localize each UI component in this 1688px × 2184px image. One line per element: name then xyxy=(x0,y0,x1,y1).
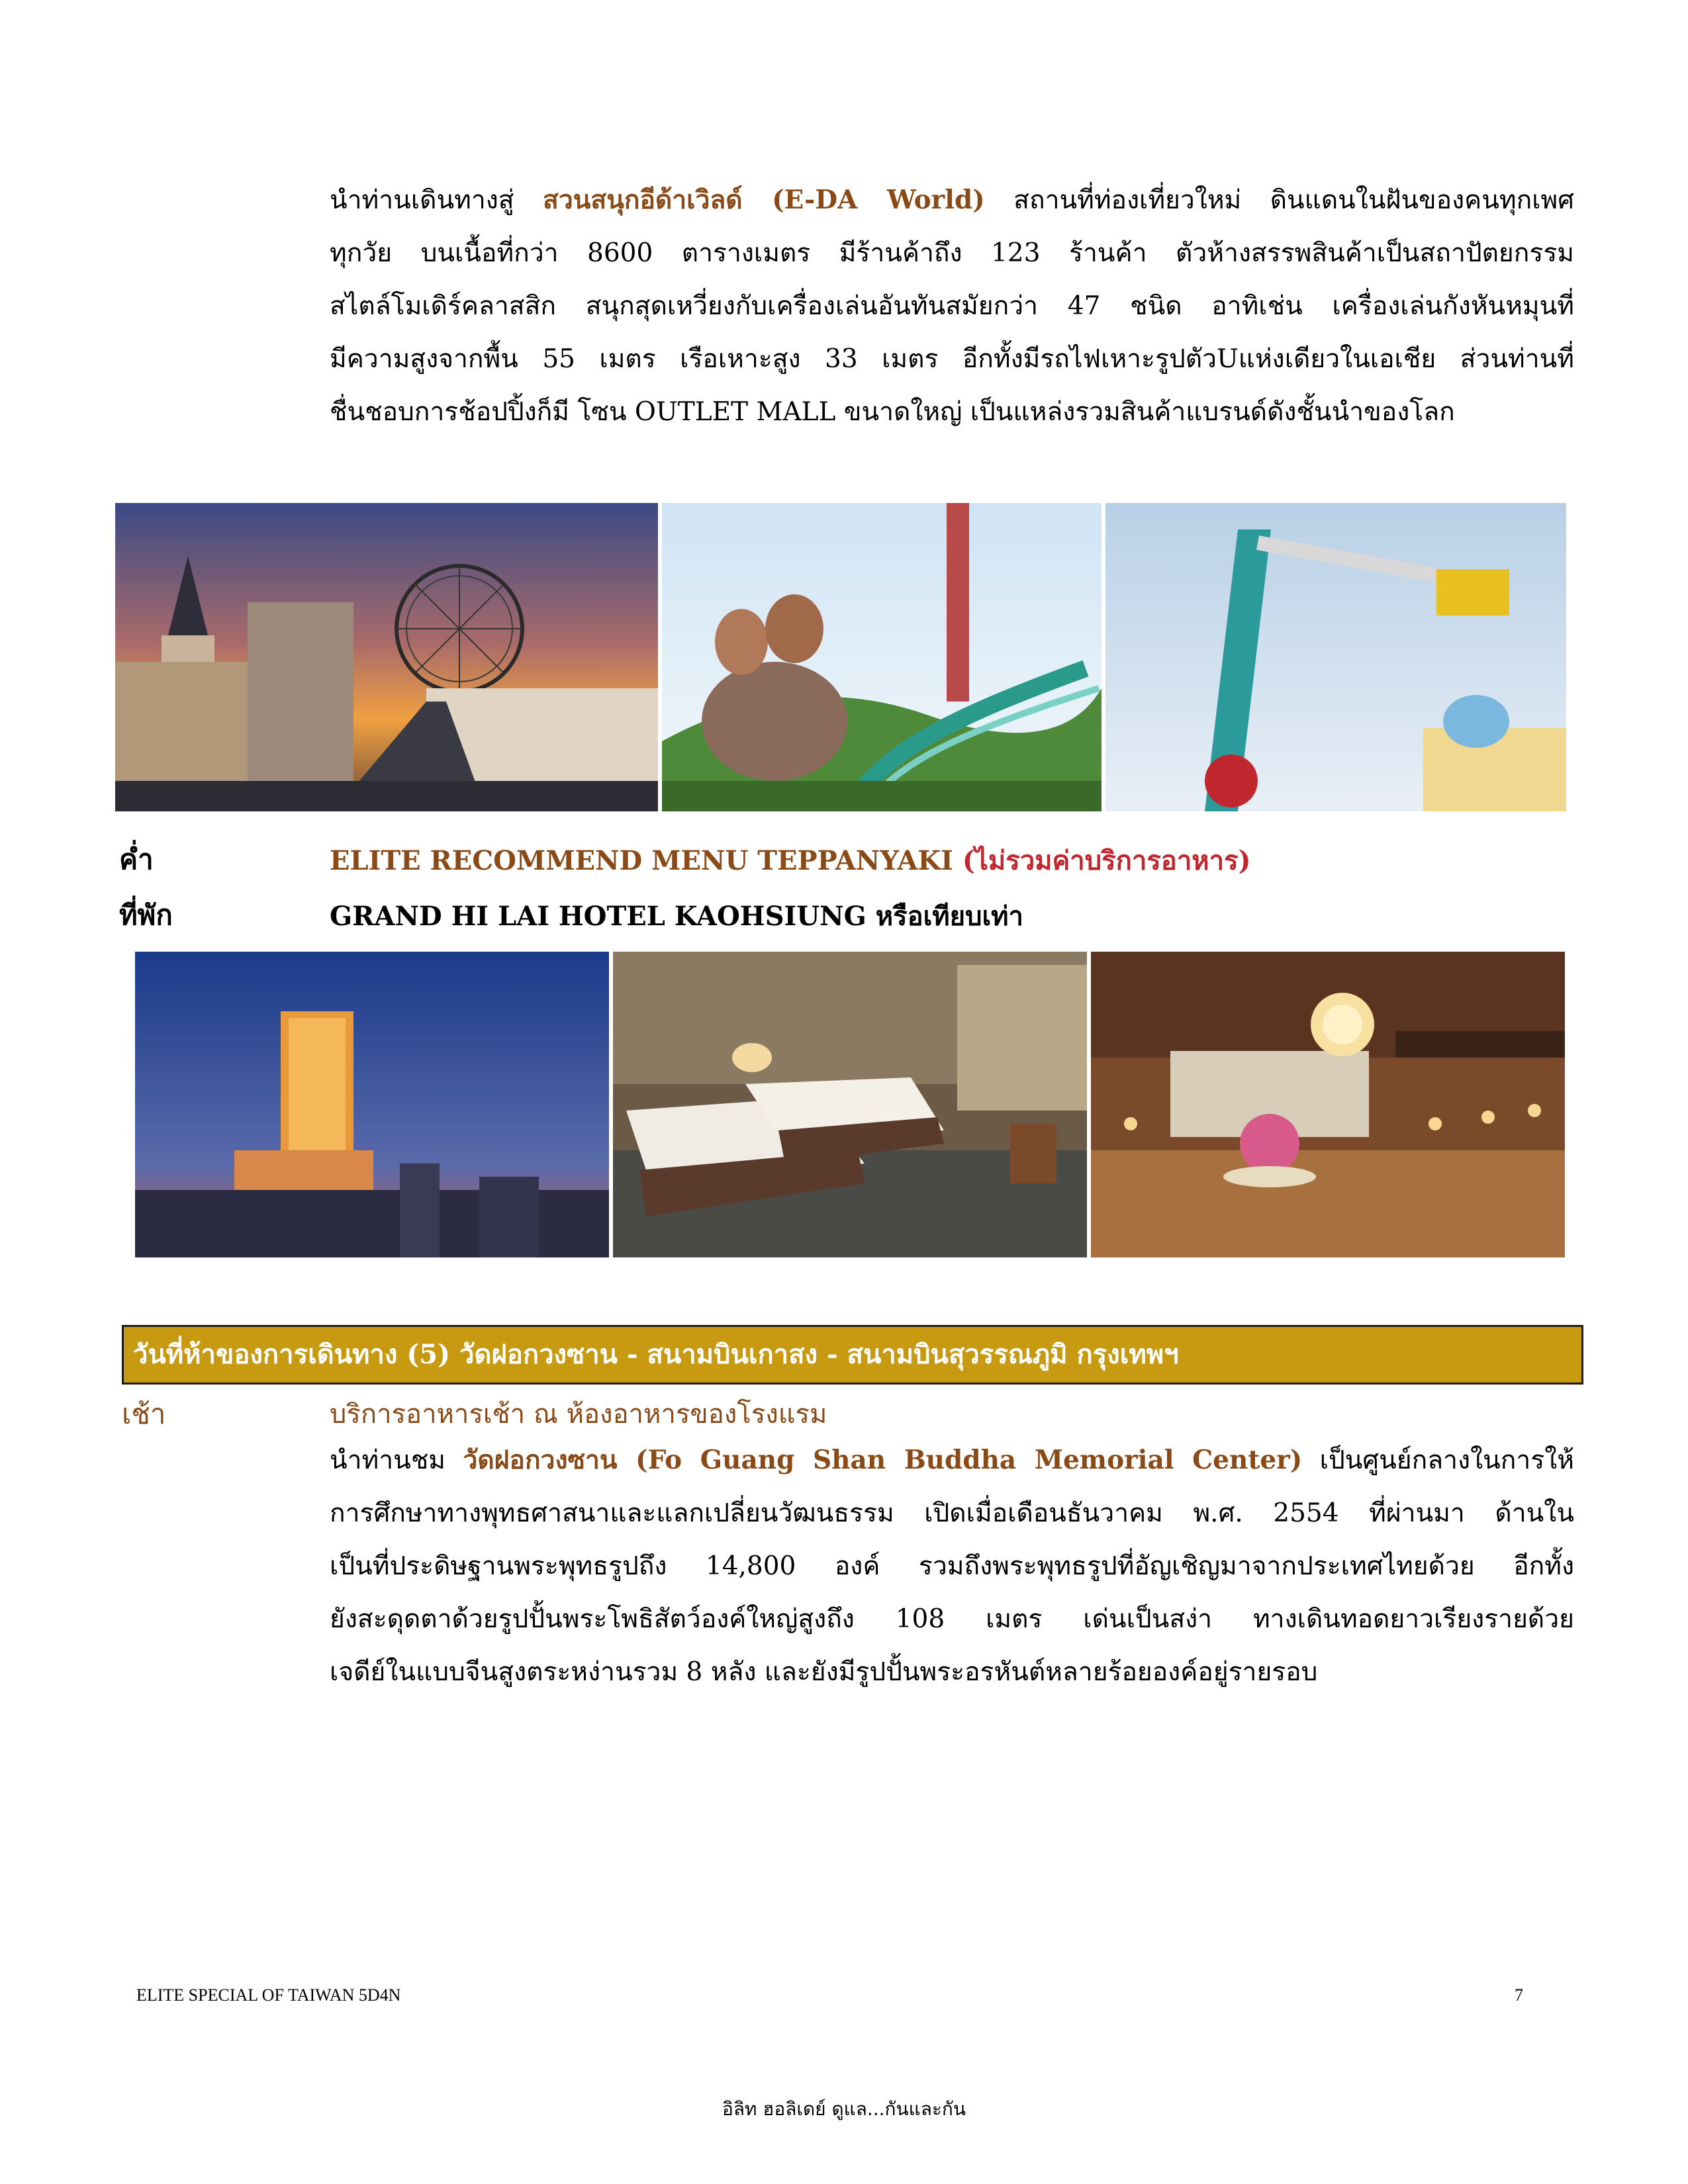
intro-highlight: สวนสนุกอีด้าเวิลด์ (E-DA World) xyxy=(543,185,985,215)
intro-text: ชื่นชอบการช้อปปิ้งก็มี โซน OUTLET MALL ขนาดใหญ่ เป็นแหล่งรวมสินค้าแบรนด์ดังชั้นนำของโลก xyxy=(330,397,1455,427)
hotel-label: ที่พัก xyxy=(119,899,173,931)
intro-text: นำท่านเดินทางสู่ xyxy=(330,185,543,215)
temple-text: ยังสะดุดตาด้วยรูปปั้นพระโพธิสัตว์องค์ใหญ่สูงถึง 108 เมตร เด่นเป็นสง่า ทางเดินทอดยาวเรียงรายด้วย xyxy=(330,1604,1574,1634)
hotel-lobby-photo xyxy=(1091,952,1565,1257)
temple-line xyxy=(330,1540,1574,1593)
temple-text: เป็นศูนย์กลางในการให้ xyxy=(1302,1445,1575,1475)
temple-text: นำท่านชม xyxy=(330,1445,463,1475)
day-five-header: วันที่ห้าของการเดินทาง (5) วัดฝอกวงซาน - สนามบินเกาสง - สนามบินสุวรรณภูมิ กรุงเทพฯ xyxy=(122,1325,1583,1385)
temple-text: การศึกษาทางพุทธศาสนาและแลกเปลี่ยนวัฒนธรรม เปิดเมื่อเดือนธันวาคม พ.ศ. 2554 ที่ผ่านมา ด้านใน xyxy=(330,1498,1574,1528)
intro-text: สไตล์โมเดิร์คลาสสิก สนุกสุดเหวี่ยงกับเครื่องเล่นอันทันสมัยกว่า 47 ชนิด อาทิเช่น เครื่องเล่นกังหันหมุนที่ xyxy=(330,291,1574,321)
intro-line xyxy=(330,333,1574,386)
intro-line xyxy=(330,280,1574,333)
intro-text: มีความสูงจากพื้น 55 เมตร เรือเหาะสูง 33 เมตร อีกทั้งมีรถไฟเหาะรูปตัวUแห่งเดียวในเอเชีย ส่วนท่านที่ xyxy=(330,344,1574,374)
temple-line xyxy=(330,1487,1574,1540)
intro-paragraph xyxy=(330,173,1574,439)
dinner-note: (ไม่รวมค่าบริการอาหาร) xyxy=(962,845,1251,876)
hotel-room-photo xyxy=(613,952,1087,1257)
intro-text: สถานที่ท่องเที่ยวใหม่ ดินแดนในฝันของคนทุกเพศ xyxy=(984,185,1575,215)
morning-label: เช้า xyxy=(122,1398,166,1430)
temple-line xyxy=(330,1433,1574,1487)
eda-world-castle-photo xyxy=(115,503,658,811)
hotel-text: GRAND HI LAI HOTEL KAOHSIUNG หรือเทียบเท่า xyxy=(330,901,1023,932)
footer-tour-name: ELITE SPECIAL OF TAIWAN 5D4N xyxy=(136,1985,401,2005)
temple-paragraph xyxy=(330,1433,1574,1699)
dinner-label: ค่ำ xyxy=(119,843,154,876)
intro-line xyxy=(330,227,1574,280)
dinner-text xyxy=(330,839,1251,882)
breakfast-text: บริการอาหารเช้า ณ ห้องอาหารของโรงแรม xyxy=(330,1399,827,1430)
intro-line xyxy=(330,386,1574,439)
temple-text: เป็นที่ประดิษฐานพระพุทธรูปถึง 14,800 องค์ รวมถึงพระพุทธรูปที่อัญเชิญมาจากประเทศไทยด้วย อีกทั้ง xyxy=(330,1551,1574,1581)
intro-line xyxy=(330,173,1574,227)
eda-world-photos xyxy=(115,503,1566,811)
eda-world-coaster-photo xyxy=(662,503,1102,811)
dinner-menu: ELITE RECOMMEND MENU TEPPANYAKI xyxy=(330,845,962,876)
hotel-exterior-photo xyxy=(135,952,609,1257)
hotel-photos xyxy=(135,952,1565,1257)
eda-world-ride-photo xyxy=(1105,503,1566,811)
temple-highlight: วัดฝอกวงซาน (Fo Guang Shan Buddha Memorial Center) xyxy=(463,1445,1303,1475)
footer-tagline: อิลิท ฮอลิเดย์ ดูแล...กันและกัน xyxy=(722,2098,966,2120)
temple-line xyxy=(330,1593,1574,1646)
page-number: 7 xyxy=(1515,1985,1523,2005)
temple-text: เจดีย์ในแบบจีนสูงตระหง่านรวม 8 หลัง และยังมีรูปปั้นพระอรหันต์หลายร้อยองค์อยู่รายรอบ xyxy=(330,1657,1318,1687)
temple-line xyxy=(330,1646,1574,1699)
intro-text: ทุกวัย บนเนื้อที่กว่า 8600 ตารางเมตร มีร้านค้าถึง 123 ร้านค้า ตัวห้างสรรพสินค้าเป็นสถาปัตยกรรม xyxy=(330,238,1574,268)
